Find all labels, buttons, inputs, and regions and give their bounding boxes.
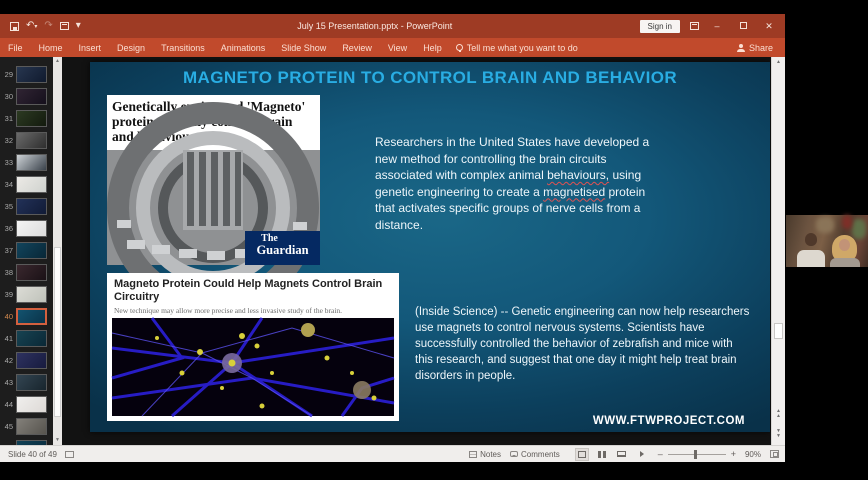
main-scrollbar[interactable] (771, 57, 785, 445)
slide-thumbnail-row[interactable] (0, 217, 53, 239)
slide-thumbnail-row[interactable] (0, 261, 53, 283)
powerpoint-window (0, 14, 785, 462)
ribbon-tab-view[interactable]: View (387, 42, 408, 53)
slide-thumbnail[interactable] (16, 110, 47, 127)
tell-me-label: Tell me what you want to do (466, 42, 578, 53)
slide-thumbnail[interactable] (16, 264, 47, 281)
redo-icon[interactable]: ↷ (44, 20, 53, 31)
slide-number: 38 (4, 267, 13, 277)
scroll-down-icon[interactable]: ▼ (55, 437, 60, 443)
ribbon-tab-home[interactable]: Home (38, 42, 63, 53)
neurons-photo (112, 318, 394, 416)
lightbulb-icon (456, 44, 463, 51)
slide-number: 44 (4, 399, 13, 409)
zoom-slider-thumb[interactable] (694, 450, 697, 459)
zoom-level[interactable]: 90% (744, 449, 761, 459)
article2-headline: Magneto Protein Could Help Magnets Control Brain Circuitry (114, 278, 383, 303)
zoom-in-button[interactable]: + (730, 449, 736, 459)
display-settings-icon[interactable] (65, 451, 74, 458)
slide-thumbnail[interactable] (16, 154, 47, 171)
slide-thumbnail-row[interactable] (0, 85, 53, 107)
title-bar (0, 14, 785, 38)
slide-thumbnail[interactable] (16, 374, 47, 391)
presenter-man (796, 233, 826, 267)
inside-science-article-image[interactable] (107, 273, 399, 421)
reading-view-button[interactable] (615, 448, 629, 461)
work-area (0, 57, 785, 445)
slide-thumbnail-row[interactable] (0, 63, 53, 85)
slide-paragraph-2[interactable]: (Inside Science) -- Genetic engineering can now help researchers use magnets to control nervous systems. Scientists have successfully controlled the behavior of zebrafish and mice with this research, and suggest that one day it might help treat brain disorders in people. (415, 306, 750, 383)
slide-number: 34 (4, 179, 13, 189)
ribbon-tab-slide-show[interactable]: Slide Show (281, 42, 327, 53)
slide-number: 37 (4, 245, 13, 255)
ribbon-tab-help[interactable]: Help (423, 42, 442, 53)
slide-thumbnail-row[interactable] (0, 129, 53, 151)
webcam-video-overlay[interactable] (786, 215, 868, 267)
background-blur (842, 215, 852, 229)
ribbon-tab-review[interactable]: Review (342, 42, 372, 53)
main-scrollbar-thumb[interactable] (774, 323, 783, 339)
slide-indicator: Slide 40 of 49 (8, 449, 57, 459)
window-title: July 15 Presentation.pptx - PowerPoint (297, 21, 453, 31)
slide-number: 45 (4, 421, 13, 431)
comments-button[interactable]: Comments (510, 450, 560, 459)
slide-thumbnail[interactable] (16, 308, 47, 325)
slide-thumbnail[interactable] (16, 242, 47, 259)
slide-number: 32 (4, 135, 13, 145)
guardian-article-image[interactable] (107, 95, 320, 265)
slide-thumbnail[interactable] (16, 352, 47, 369)
slide-thumbnail[interactable] (16, 220, 47, 237)
slide-thumbnail-row[interactable] (0, 173, 53, 195)
slide-number: 35 (4, 201, 13, 211)
thumbnail-scrollbar-thumb[interactable] (54, 247, 61, 417)
slide-thumbnail-row[interactable] (0, 195, 53, 217)
thumbnail-scrollbar[interactable] (53, 57, 62, 445)
slide-thumbnail[interactable] (16, 176, 47, 193)
slide-number: 39 (4, 289, 13, 299)
slide-number: 30 (4, 91, 13, 101)
slide-thumbnail-row[interactable] (0, 283, 53, 305)
ribbon-display-options-icon[interactable] (690, 22, 699, 30)
slide-thumbnail[interactable] (16, 88, 47, 105)
zoom-out-button[interactable]: – (657, 449, 663, 459)
customize-qat-icon[interactable]: ▾ (75, 20, 81, 31)
zoom-control (658, 449, 736, 459)
article2-subtitle: New technique may allow more precise and less invasive study of the brain. (114, 306, 343, 316)
save-icon[interactable] (10, 22, 19, 31)
slideshow-button[interactable] (635, 448, 649, 461)
person-icon (737, 44, 745, 52)
start-slideshow-icon[interactable] (60, 22, 69, 30)
slide-title[interactable]: MAGNETO PROTEIN TO CONTROL BRAIN AND BEHAVIOR (182, 68, 678, 87)
thumbnail-list (0, 57, 53, 445)
comments-icon (510, 451, 518, 457)
paragraph1-text: protein that activates specific groups of nerve cells from a distance. (375, 184, 646, 232)
minimize-button[interactable]: – (714, 21, 720, 31)
slide-thumbnail[interactable] (16, 198, 47, 215)
slide-sorter-view-button[interactable] (595, 448, 609, 461)
slide-number: 40 (4, 311, 13, 321)
restore-button[interactable] (735, 21, 751, 31)
zoom-slider[interactable] (668, 454, 726, 455)
misspelled-word: behaviours, (547, 168, 610, 183)
close-button[interactable]: ✕ (765, 20, 773, 31)
ribbon-tabs (0, 38, 450, 57)
scroll-up-icon[interactable]: ▲ (776, 59, 781, 65)
slide-number: 42 (4, 355, 13, 365)
slide-thumbnail[interactable] (16, 286, 47, 303)
ribbon-tab-insert[interactable]: Insert (78, 42, 102, 53)
fit-to-window-icon[interactable] (770, 450, 779, 458)
slide-thumbnail-row[interactable] (0, 327, 53, 349)
ribbon-tab-design[interactable]: Design (117, 42, 146, 53)
misspelled-word: magnetised (543, 184, 606, 199)
paragraph1-text: using genetic engineering to create a (375, 168, 642, 199)
notes-icon (469, 451, 477, 458)
tell-me-box[interactable] (456, 43, 578, 53)
slide-canvas (62, 57, 771, 445)
paragraph1-text: Researchers in the United States have developed a new method for controlling the brain circuits associated with complex animal (375, 135, 650, 183)
slide-number: 31 (4, 113, 13, 123)
slide-thumbnail-row[interactable] (0, 349, 53, 371)
notes-button[interactable]: Notes (469, 450, 501, 459)
ribbon-tab-animations[interactable]: Animations (220, 42, 266, 53)
slide-thumbnail[interactable] (16, 330, 47, 347)
status-bar (0, 445, 785, 462)
ribbon-tab-file[interactable]: File (8, 42, 23, 53)
normal-view-button[interactable] (575, 448, 589, 461)
slide-thumbnail[interactable] (16, 66, 47, 83)
next-slide-icon[interactable]: ▼ ▼ (776, 428, 781, 439)
slide-thumbnail-panel (0, 57, 62, 445)
slide-paragraph-1[interactable] (375, 134, 665, 233)
slide-thumbnail-row[interactable] (0, 239, 53, 261)
slide-thumbnail-row[interactable] (0, 393, 53, 415)
share-button[interactable] (737, 43, 785, 53)
slide-number: 33 (4, 157, 13, 167)
slide-thumbnail-row[interactable] (0, 415, 53, 437)
guardian-headline: Genetically engineered 'Magneto' protein remotely controls brain and behaviour (112, 99, 306, 145)
slide-thumbnail[interactable] (16, 132, 47, 149)
slide-thumbnail-row[interactable] (0, 371, 53, 393)
previous-slide-icon[interactable]: ▲ ▲ (776, 408, 781, 419)
footer-url: WWW.FTWPROJECT.COM (592, 415, 745, 427)
slide-thumbnail[interactable] (16, 418, 47, 435)
slide-number: 41 (4, 333, 13, 343)
ribbon-tab-bar (0, 38, 785, 57)
slide-thumbnail-row[interactable] (0, 107, 53, 129)
slide-number: 29 (4, 69, 13, 79)
slide-thumbnail-row[interactable] (0, 305, 53, 327)
slide-number: 36 (4, 223, 13, 233)
slide-number: 43 (4, 377, 13, 387)
presenter-woman (828, 235, 862, 267)
slide-thumbnail[interactable] (16, 396, 47, 413)
current-slide[interactable] (90, 62, 770, 432)
sign-in-button[interactable]: Sign in (640, 20, 680, 33)
view-switcher (575, 448, 649, 461)
scroll-up-icon[interactable]: ▲ (55, 58, 60, 64)
share-label: Share (748, 42, 773, 53)
undo-icon[interactable]: ↶▾ (26, 19, 38, 31)
slide-thumbnail-row[interactable] (0, 151, 53, 173)
guardian-logo: The Guardian (245, 231, 320, 265)
ribbon-tab-transitions[interactable]: Transitions (161, 42, 205, 53)
quick-access-toolbar (0, 21, 110, 32)
background-blur (816, 217, 834, 233)
